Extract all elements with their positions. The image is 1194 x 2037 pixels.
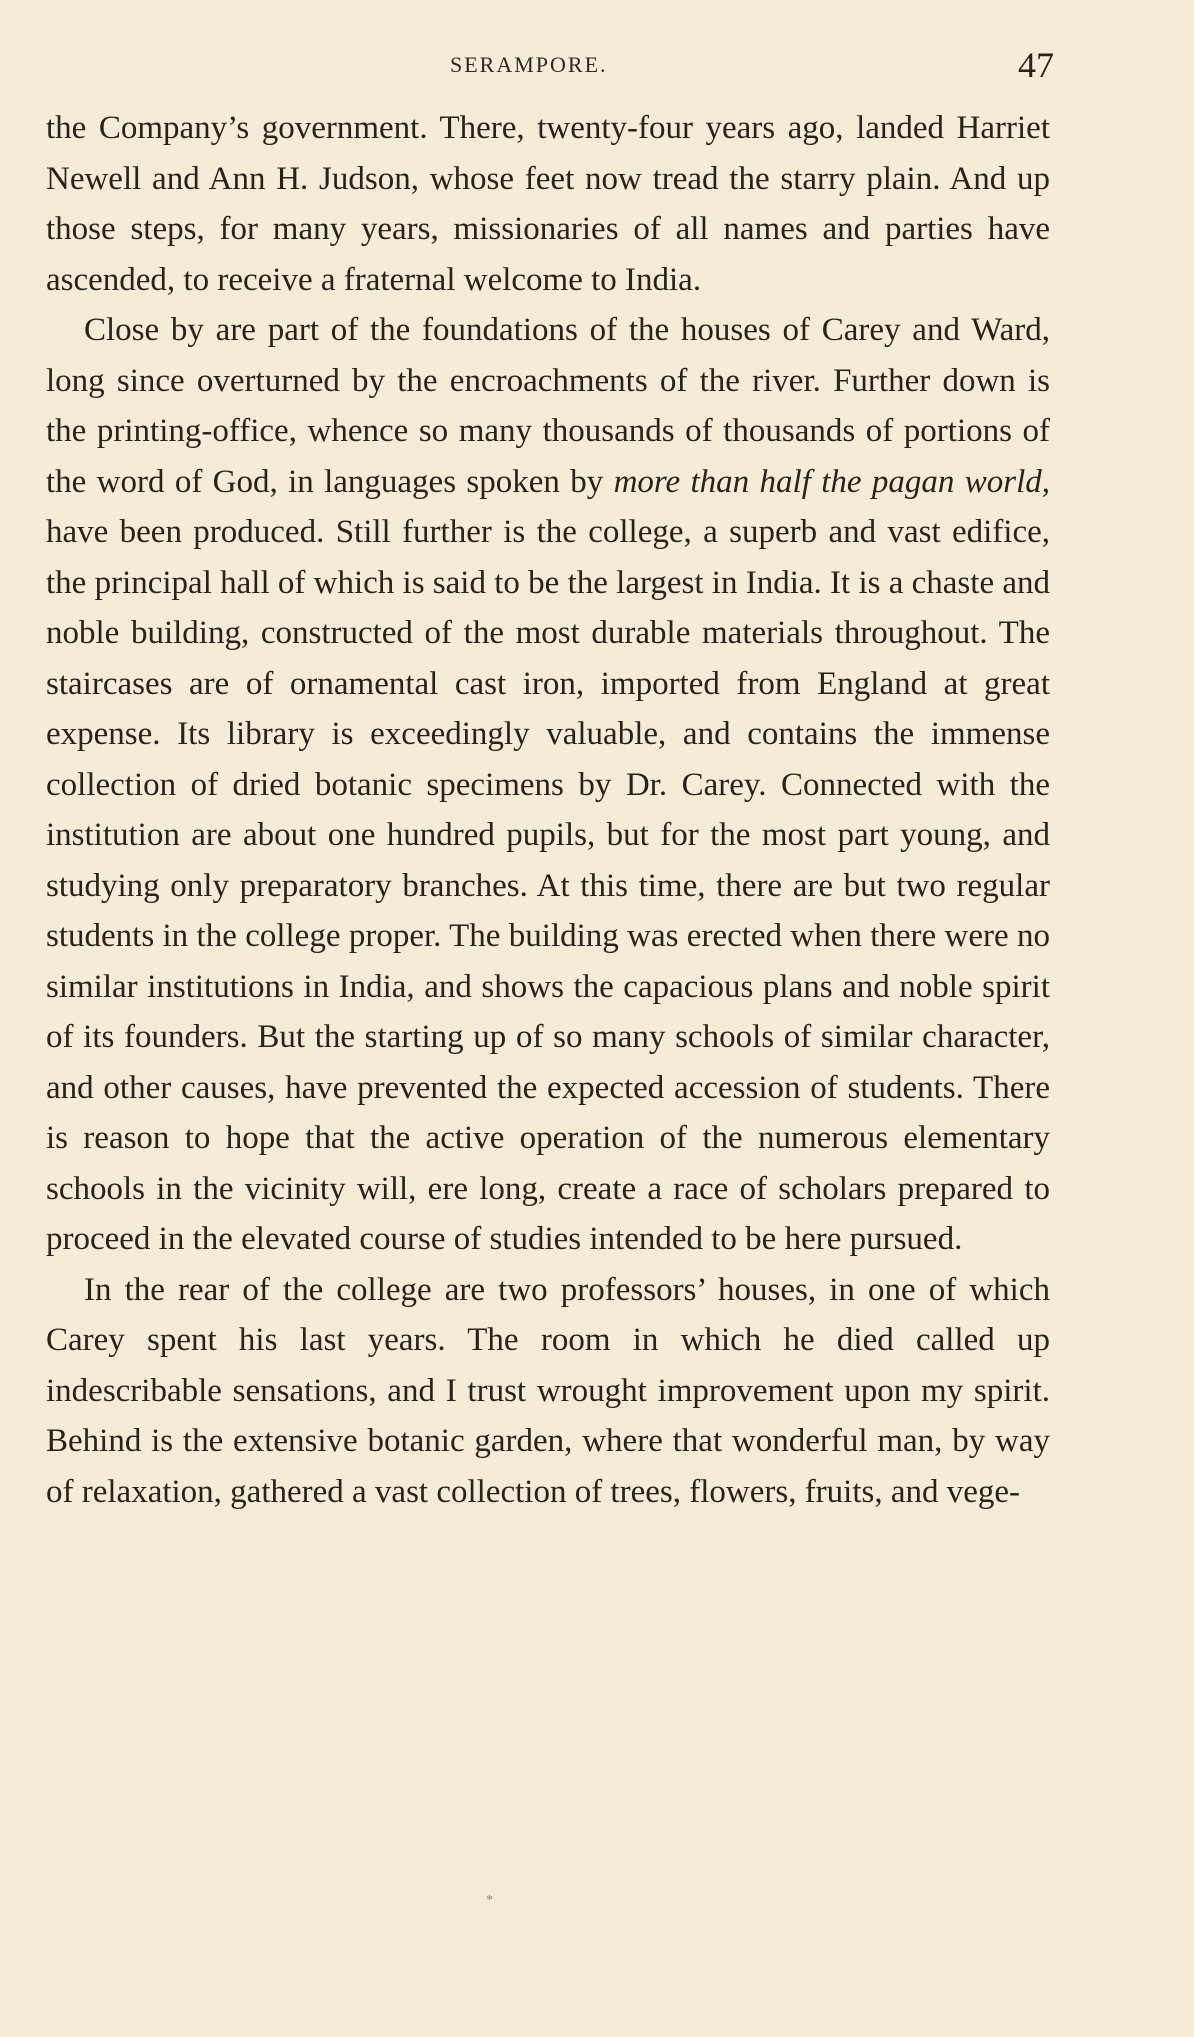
paragraph-2-text-start: Close by are part of the foundations of the houses of Carey and Ward, long since overturned by the encroachments of the river. Further down is the printing-office, whence so many thousands of thousands of portions of the word of God, in languages spoken by — [46, 312, 1050, 500]
paragraph-2-text-end: have been produced. Still further is the college, a superb and vast edifice, the principal hall of which is said to be the largest in India. It is a chaste and noble building, constructed of the most durable materials throughout. The staircases are of ornamental cast iron, imported from England at great expense. Its library is exceedingly valuable, and contains the immense collection of dried botanic specimens by Dr. Carey. Connected with the institution are about one hundred pupils, but for the most part young, and studying only preparatory branches. At this time, there are but two regular students in the college proper. The building was erected when there were no similar institutions in India, and shows the capacious plans and noble spirit of its founders. But the starting up of so many schools of similar character, and other causes, have prevented the expected accession of students. There is reason to hope that the active operation of the numerous elementary schools in the vicinity will, ere long, create a race of scholars prepared to proceed in the elevated course of studies intended to be here pursued. — [46, 514, 1050, 1257]
page-number: 47 — [1018, 45, 1054, 85]
running-head — [0, 44, 1194, 88]
paragraph-1: the Company’s government. There, twenty-four years ago, landed Harriet Newell and Ann H. Judson, whose feet now tread the starry plain. And up those steps, for many years, missionaries of all names and parties have ascended, to receive a fraternal welcome to India. — [46, 110, 1050, 298]
paragraph-2 — [46, 305, 1050, 1265]
paragraph-2-italic-phrase: more than half the pagan world, — [613, 463, 1050, 500]
stray-print-mark: * — [486, 1893, 493, 1908]
paragraph-3-text: In the rear of the college are two professors’ houses, in one of which Carey spent his last years. The room in which he died called up indescribable sensations, and I trust wrought improvement upon my spirit. Behind is the extensive botanic garden, where that wonderful man, by way of relaxation, gathered a vast collection of trees, flowers, fruits, and vege- — [46, 1271, 1050, 1510]
paragraph-3 — [46, 1265, 1050, 1518]
body-text — [46, 103, 1050, 1517]
running-title: SERAMPORE. — [450, 52, 608, 77]
